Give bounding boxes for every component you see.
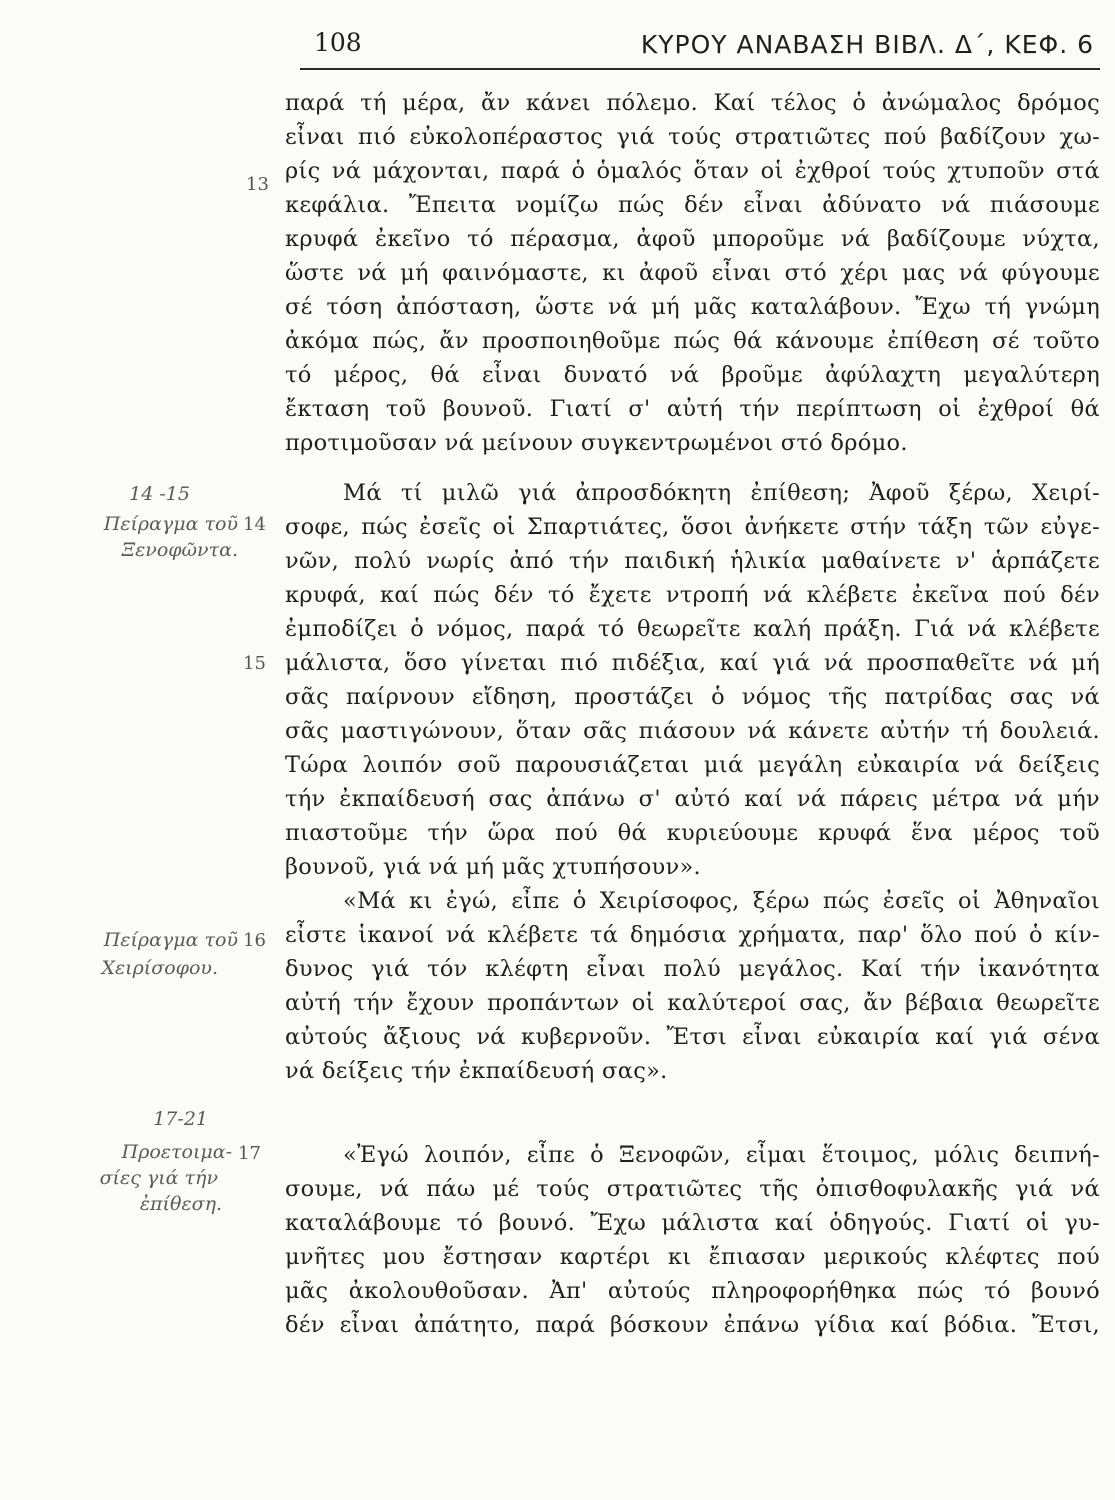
- section-number-13: 13: [246, 174, 269, 195]
- text-line: ἔκταση τοῦ βουνοῦ. Γιατί σ' αὐτή τήν περίπτωση οἱ ἐχθροί θά: [285, 396, 1100, 422]
- text-line: δυνος γιά τόν κλέφτη εἶναι πολύ μεγάλος. Καί τήν ἱκανότητα: [285, 956, 1100, 982]
- text-line: ὥστε νά μή φαινόμαστε, κι ἀφοῦ εἶναι στό χέρι μας νά φύγουμε: [285, 260, 1100, 286]
- section-number-16: 16: [243, 930, 266, 951]
- text-line: ἐμποδίζει ὁ νόμος, παρά τό θεωρεῖτε καλή πράξη. Γιά νά κλέβετε: [285, 616, 1100, 642]
- margin-note-line: ἐπίθεση.: [139, 1193, 222, 1215]
- margin-note-line: Πείραγμα τοῦ: [103, 513, 238, 535]
- text-line: τήν ἐκπαίδευσή σας ἀπάνω σ' αὐτό καί νά πάρεις μέτρα νά μήν: [285, 786, 1100, 812]
- margin-note-line: σίες γιά τήν: [99, 1167, 218, 1189]
- text-line: δέν εἶναι ἀπάτητο, παρά βόσκουν ἐπάνω γίδια καί βόδια. Ἔτσι,: [285, 1312, 1100, 1338]
- text-line: εἶναι πιό εὐκολοπέραστος γιά τούς στρατιῶτες πού βαδίζουν χω-: [285, 124, 1100, 150]
- margin-note-range-14-15: 14 -15: [129, 483, 190, 505]
- page-number: 108: [314, 28, 362, 57]
- text-line: Μά τί μιλῶ γιά ἀπροσδόκητη ἐπίθεση; Ἀφοῦ ξέρω, Χειρί-: [343, 480, 1100, 506]
- text-line: αὐτή τήν ἔχουν προπάντων οἱ καλύτεροί σας, ἄν βέβαια θεωρεῖτε: [285, 990, 1100, 1016]
- running-title: ΚΥΡΟΥ ΑΝΑΒΑΣΗ ΒΙΒΛ. Δ΄, ΚΕΦ. 6: [640, 30, 1094, 59]
- margin-note-line: Προετοιμα-: [121, 1141, 232, 1163]
- text-line: σοφε, πώς ἐσεῖς οἱ Σπαρτιάτες, ὅσοι ἀνήκετε στήν τάξη τῶν εὐγε-: [285, 514, 1100, 540]
- running-header: [300, 22, 1100, 70]
- text-line: αὐτούς ἄξιους νά κυβερνοῦν. Ἔτσι εἶναι εὐκαιρία καί γιά σένα: [285, 1024, 1100, 1050]
- text-line: σέ τόση ἀπόσταση, ὥστε νά μή μᾶς καταλάβουν. Ἔχω τή γνώμη: [285, 294, 1100, 320]
- text-line: πιαστοῦμε τήν ὥρα πού θά κυριεύουμε κρυφά ἕνα μέρος τοῦ: [285, 820, 1100, 846]
- text-line: καταλάβουμε τό βουνό. Ἔχω μάλιστα καί ὁδηγούς. Γιατί οἱ γυ-: [285, 1210, 1100, 1236]
- margin-note-line: Ξενοφῶντα.: [121, 539, 238, 561]
- text-line: μνῆτες μου ἔστησαν καρτέρι κι ἔπιασαν μερικούς κλέφτες πού: [285, 1244, 1100, 1270]
- text-line: μᾶς ἀκολουθοῦσαν. Ἀπ' αὐτούς πληροφορήθηκα πώς τό βουνό: [285, 1278, 1100, 1304]
- text-line: εἶστε ἱκανοί νά κλέβετε τά δημόσια χρήματα, παρ' ὅλο πού ὁ κίν-: [285, 922, 1100, 948]
- text-line: σᾶς παίρνουν εἴδηση, προστάζει ὁ νόμος τῆς πατρίδας σας νά: [285, 684, 1100, 710]
- text-line: σουμε, νά πάω μέ τούς στρατιῶτες τῆς ὀπισθοφυλακῆς γιά νά: [285, 1176, 1100, 1202]
- margin-note-range-17-21: 17-21: [153, 1108, 208, 1130]
- text-line: κρυφά ἐκεῖνο τό πέρασμα, ἀφοῦ μποροῦμε νά βαδίζουμε νύχτα,: [285, 226, 1100, 252]
- text-line: «Ἐγώ λοιπόν, εἶπε ὁ Ξενοφῶν, εἶμαι ἕτοιμος, μόλις δειπνή-: [343, 1142, 1100, 1168]
- text-line: σᾶς μαστιγώνουν, ὅταν σᾶς πιάσουν νά κάνετε αὐτήν τή δουλειά.: [285, 718, 1100, 744]
- text-line: ρίς νά μάχονται, παρά ὁ ὁμαλός ὅταν οἱ ἐχθροί τούς χτυποῦν στά: [285, 158, 1100, 184]
- text-line: προτιμοῦσαν νά μείνουν συγκεντρωμένοι στό δρόμο.: [285, 430, 908, 456]
- section-number-15: 15: [243, 653, 266, 674]
- text-line: νῶν, πολύ νωρίς ἀπό τήν παιδική ἡλικία μαθαίνετε ν' ἁρπάζετε: [285, 548, 1100, 574]
- text-line: παρά τή μέρα, ἄν κάνει πόλεμο. Καί τέλος ὁ ἀνώμαλος δρόμος: [285, 90, 1100, 116]
- text-line: κεφάλια. Ἔπειτα νομίζω πώς δέν εἶναι ἀδύνατο νά πιάσουμε: [285, 192, 1100, 218]
- text-line: βουνοῦ, γιά νά μή μᾶς χτυπήσουν».: [285, 854, 702, 880]
- text-line: κρυφά, καί πώς δέν τό ἔχετε ντροπή νά κλέβετε ἐκεῖνα πού δέν: [285, 582, 1100, 608]
- section-number-17: 17: [238, 1143, 261, 1164]
- margin-note-line: Πείραγμα τοῦ: [103, 929, 238, 951]
- text-line: τό μέρος, θά εἶναι δυνατό νά βροῦμε ἀφύλαχτη μεγαλύτερη: [285, 362, 1100, 388]
- text-line: νά δείξεις τήν ἐκπαίδευσή σας».: [285, 1058, 668, 1084]
- margin-note-line: Χειρίσοφου.: [101, 957, 218, 979]
- text-line: ἀκόμα πώς, ἄν προσποιηθοῦμε πώς θά κάνουμε ἐπίθεση σέ τοῦτο: [285, 328, 1100, 354]
- text-line: «Μά κι ἐγώ, εἶπε ὁ Χειρίσοφος, ξέρω πώς ἐσεῖς οἱ Ἀθηναῖοι: [343, 888, 1100, 914]
- text-line: μάλιστα, ὅσο γίνεται πιό πιδέξια, καί γιά νά προσπαθεῖτε νά μή: [285, 650, 1100, 676]
- text-line: Τώρα λοιπόν σοῦ παρουσιάζεται μιά μεγάλη εὐκαιρία νά δείξεις: [285, 752, 1100, 778]
- section-number-14: 14: [243, 514, 266, 535]
